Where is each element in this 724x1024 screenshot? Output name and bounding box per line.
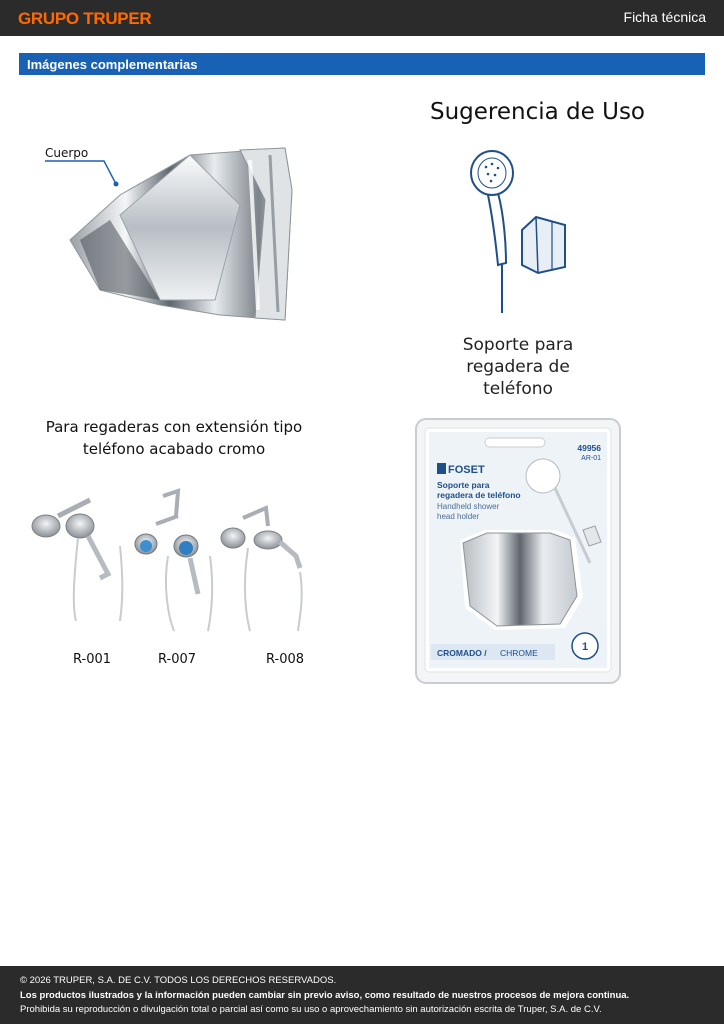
compatibility-title-line2: teléfono acabado cromo: [82, 440, 266, 458]
model-label-r008: R-008: [266, 652, 305, 667]
footer-prohibition: Prohibida su reproducción o divulgación total o parcial así como su uso o aprovechamiento sin autorización escrita de Truper, S.A. de C.V.: [20, 1004, 602, 1015]
package-name-es-line2: regadera de teléfono: [437, 490, 521, 500]
callout-label: Cuerpo: [45, 146, 89, 160]
product-package-image: [415, 418, 621, 684]
section-title: Imágenes complementarias: [27, 57, 198, 72]
footer-copyright: © 2026 TRUPER, S.A. DE C.V. TODOS LOS DERECHOS RESERVADOS.: [20, 975, 337, 986]
usage-caption: [430, 334, 606, 400]
package-name-en-line1: Handheld shower: [437, 502, 500, 511]
section-header-bar: [19, 53, 705, 75]
package-finish-es: CROMADO /: [437, 648, 487, 658]
foset-logo-icon: [437, 463, 446, 474]
package-brand: FOSET: [448, 464, 485, 476]
usage-caption-line2: regadera de teléfono: [466, 357, 570, 399]
usage-title: Sugerencia de Uso: [430, 99, 645, 125]
document-type-label: Ficha técnica: [623, 9, 706, 25]
top-bar: [0, 0, 724, 36]
package-sku: AR-01: [581, 455, 601, 462]
footer: [0, 966, 724, 1024]
package-code: 49956: [577, 443, 601, 453]
package-name-es-line1: Soporte para: [437, 480, 490, 490]
package-finish-en: CHROME: [500, 648, 538, 658]
compatibility-title: [40, 416, 308, 460]
package-name-en-line2: head holder: [437, 512, 480, 521]
shower-r007: [135, 491, 212, 631]
model-label-r001: R-001: [73, 652, 112, 667]
footer-notice: Los productos ilustrados y la información pueden cambiar sin previo aviso, como resultado de nuestros procesos de mejora continua.: [20, 990, 630, 1001]
usage-illustration: [460, 145, 580, 315]
shower-r008: [221, 508, 302, 631]
model-label-r007: R-007: [158, 652, 197, 667]
shower-r001: [32, 500, 122, 621]
brand-logo[interactable]: GRUPO TRUPER: [18, 9, 152, 28]
warranty-badge-number: 1: [581, 641, 589, 653]
compatibility-title-line1: Para regaderas con extensión tipo: [45, 418, 303, 436]
callout-leader-line: [44, 160, 124, 190]
compatible-showers-image: [28, 486, 318, 636]
usage-caption-line1: Soporte para: [462, 335, 574, 355]
